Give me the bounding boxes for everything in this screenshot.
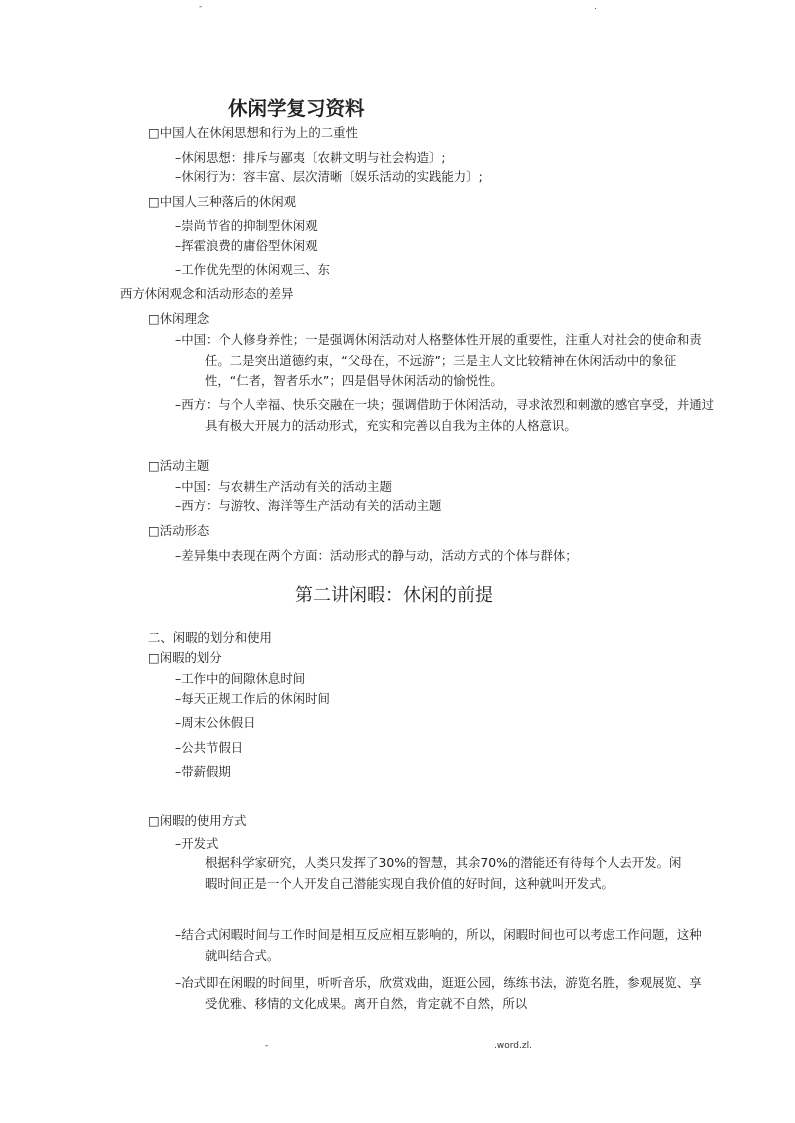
paragraph-leisure-mode: –冶式即在闲暇的时间里，听听音乐，欣赏戏曲，逛逛公园，练练书法，游览名胜，参观展览、享受优雅、移情的文化成果。离开自然，肯定就不自然，所以 — [175, 975, 702, 1011]
section-heading: □活动主题 — [148, 458, 210, 473]
list-item: –崇尚节省的抑制型休闲观 — [175, 218, 318, 233]
document-title: 休闲学复习资料 — [228, 97, 365, 120]
header-left-mark: - — [199, 2, 203, 12]
list-item: –公共节假日 — [175, 740, 244, 755]
list-item: –开发式 — [175, 836, 219, 851]
paragraph-combined-mode: –结合式闲暇时间与工作时间是相互反应相互影响的，所以，闲暇时间也可以考虑工作问题，这种就叫结合式。 — [175, 927, 702, 963]
header-right-mark: . — [594, 2, 597, 12]
list-item: –每天正规工作后的休闲时间 — [175, 691, 330, 706]
list-item: –中国：与农耕生产活动有关的活动主题 — [175, 479, 392, 494]
list-item: –差异集中表现在两个方面：活动形式的静与动，活动方式的个体与群体； — [175, 548, 578, 563]
section-heading: □休闲理念 — [148, 311, 210, 326]
paragraph-west-concept: –西方：与个人幸福、快乐交融在一块；强调借助于休闲活动，寻求浓烈和刺激的感官享受，并通过具有极大开展力的活动形式，充实和完善以自我为主体的人格意识。 — [175, 397, 714, 433]
list-item: –带薪假期 — [175, 764, 231, 779]
list-item: –工作中的间隙休息时间 — [175, 671, 306, 686]
list-item: –西方：与游牧、海洋等生产活动有关的活动主题 — [175, 498, 442, 513]
section-heading: □闲暇的使用方式 — [148, 813, 247, 828]
lecture-title: 第二讲闲暇：休闲的前提 — [295, 585, 493, 606]
footer-right-mark: .word.zl. — [494, 1041, 532, 1051]
footer-left-mark: - — [265, 1041, 269, 1051]
section-heading: □闲暇的划分 — [148, 650, 222, 665]
list-item: –周末公休假日 — [175, 715, 256, 730]
paragraph-china-concept: –中国：个人修身养性；一是强调休闲活动对人格整体性开展的重要性，注重人对社会的使命和责任。二是突出道德约束，“父母在，不远游”；三是主人文比较精神在休闲活动中的象征性，“仁者，智者乐水”；四是倡导休闲活动的愉悦性。 — [175, 332, 702, 388]
list-item: –休闲行为：容丰富、层次清晰〔娱乐活动的实践能力〕; — [175, 169, 483, 184]
list-item: –挥霍浪费的庸俗型休闲观 — [175, 238, 318, 253]
section-heading: □活动形态 — [148, 523, 210, 538]
list-item: –工作优先型的休闲观三、东 — [175, 262, 330, 277]
section-heading: □中国人在休闲思想和行为上的二重性 — [148, 125, 358, 140]
list-item: –休闲思想：排斥与鄙夷〔农耕文明与社会构造〕; — [175, 150, 446, 165]
paragraph-development-mode: 根据科学家研究，人类只发挥了30%的智慧，其余70%的潜能还有待每个人去开发。闲暇时间正是一个人开发自己潜能实现自我价值的好时间，这种就叫开发式。 — [205, 855, 682, 891]
section-heading: □中国人三种落后的休闲观 — [148, 194, 297, 209]
section-heading: 二、闲暇的划分和使用 — [148, 630, 272, 645]
section-heading: 西方休闲观念和活动形态的差异 — [120, 286, 294, 301]
